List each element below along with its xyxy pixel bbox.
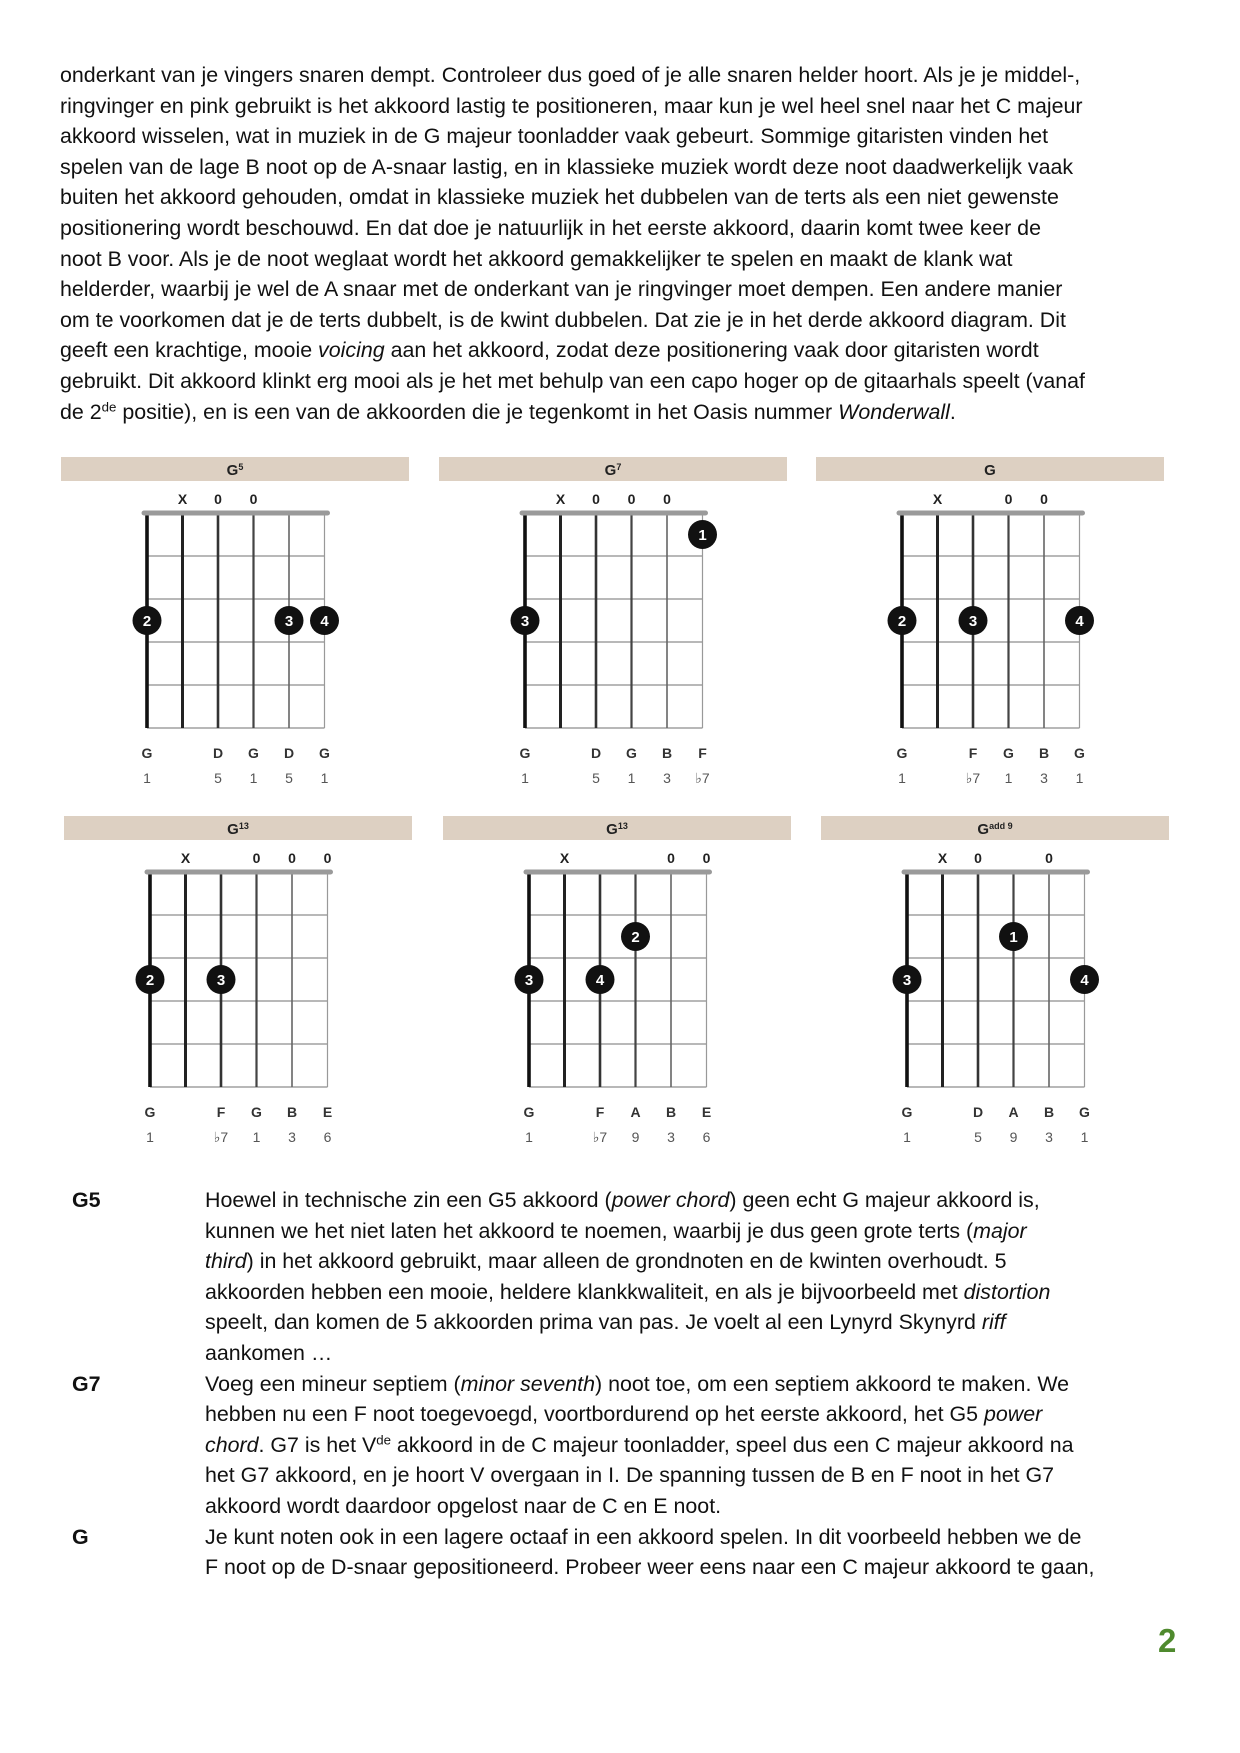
finger-dot	[1065, 606, 1094, 635]
text-line: kunnen we het niet laten het akkoord te noemen, waarbij je dus geen grote terts (major	[205, 1218, 1027, 1243]
note-label: G	[1003, 745, 1014, 761]
text-line: F noot op de D-snaar gepositioneerd. Probeer weer eens naar een C majeur akkoord te gaan,	[205, 1555, 1095, 1580]
svg-text:2: 2	[631, 929, 640, 946]
finger-dot	[1070, 965, 1099, 994]
note-label: E	[701, 1104, 712, 1120]
interval-label: 1	[252, 1129, 261, 1145]
note-label: B	[1043, 1104, 1055, 1120]
svg-text:2: 2	[897, 613, 907, 630]
text-line: speelt, dan komen de 5 akkoorden prima van pas. Je voelt al een Lynyrd Skynyrd riff	[205, 1310, 1006, 1335]
text-line: ringvinger en pink gebruikt is het akkoord lastig te positioneren, maar kun je wel heel snel naar het C majeur	[60, 93, 1083, 118]
chord-name: $G^5$	[226, 462, 244, 479]
text-line: Hoewel in technische zin een G5 akkoord (power chord) geen echt G majeur akkoord is,	[205, 1188, 1040, 1212]
chord-header	[443, 816, 791, 840]
interval-label: 3	[1040, 770, 1048, 786]
definition-body	[205, 1185, 1180, 1369]
interval-label: 6	[323, 1129, 332, 1145]
finger-dot	[310, 606, 339, 635]
note-label: D	[283, 745, 295, 761]
interval-label: ♭7	[695, 770, 710, 786]
note-label: G	[523, 1104, 535, 1120]
open-string-marker: 0	[592, 491, 600, 507]
chord-name: $G^{13}$	[606, 821, 628, 838]
chord-diagram-g	[816, 457, 1164, 797]
text-line: Voeg een mineur septiem (minor seventh) noot toe, om een septiem akkoord te maken. We	[205, 1371, 1070, 1396]
open-string-marker: 0	[1045, 850, 1053, 866]
interval-label: 1	[143, 770, 151, 786]
text-line: akkoord wisselen, wat in muziek in de G majeur toonladder vaak gebeurt. Sommige gitaristen vinden het	[60, 124, 1049, 149]
muted-string-marker: X	[559, 850, 570, 866]
svg-text:3: 3	[284, 613, 294, 630]
finger-dot	[586, 965, 615, 994]
text-line: spelen van de lage B noot op de A-snaar lastig, en in klassieke muziek wordt deze noot daadwerkelijk vaak	[60, 154, 1074, 179]
chord-diagram-g13-a	[64, 816, 412, 1156]
interval-label: 9	[631, 1129, 640, 1145]
interval-label: 3	[1045, 1129, 1053, 1145]
definition-body	[205, 1369, 1180, 1522]
text-line: om te voorkomen dat je de terts dubbelt, is de kwint dubbelen. Dat zie je in het derde akkoord diagram. Dit	[60, 307, 1066, 332]
open-string-marker: 0	[249, 491, 258, 507]
note-label: E	[322, 1104, 333, 1120]
definition-term: G7	[72, 1371, 101, 1396]
text-line: helderder, waarbij je wel de A snaar met de onderkant van je ringvinger moet dempen. Een andere manier	[60, 277, 1063, 302]
open-string-marker: 0	[627, 491, 636, 507]
interval-label: 9	[1009, 1129, 1018, 1145]
definition-term: G5	[72, 1188, 101, 1212]
interval-label: 1	[903, 1129, 911, 1145]
chord-name: $G^{13}$	[227, 821, 249, 838]
chord-header	[64, 816, 412, 840]
interval-label: 3	[667, 1129, 675, 1145]
svg-text:3: 3	[524, 972, 534, 989]
text-line: third) in het akkoord gebruikt, maar alleen de grondnoten en de kwinten overhoudt. 5	[205, 1249, 1007, 1274]
note-label: D	[212, 745, 224, 761]
note-label: F	[698, 745, 707, 761]
open-string-marker: 0	[1040, 491, 1048, 507]
finger-dot	[688, 520, 717, 549]
interval-label: 5	[592, 770, 600, 786]
note-label: D	[590, 745, 602, 761]
note-label: B	[661, 745, 673, 761]
text-line: aankomen …	[205, 1340, 333, 1365]
note-label: G	[519, 745, 531, 761]
svg-text:4: 4	[320, 613, 329, 630]
intro-paragraph	[60, 60, 1180, 427]
finger-dot	[999, 922, 1028, 951]
note-label: A	[630, 1104, 641, 1120]
interval-label: 3	[288, 1129, 296, 1145]
finger-dot	[893, 965, 922, 994]
note-label: G	[901, 1104, 913, 1120]
chord-header	[816, 457, 1164, 481]
chord-name: $G^{add 9}$	[977, 821, 1013, 838]
finger-dot	[275, 606, 304, 635]
note-label: D	[972, 1104, 984, 1120]
text-line: de 2de positie), en is een van de akkoorden die je tegenkomt in het Oasis nummer Wonderwall.	[60, 399, 956, 424]
text-line: positionering wordt beschouwd. En dat doe je natuurlijk in het eerste akkoord, daarin komt twee keer de	[60, 215, 1041, 240]
finger-dot	[888, 606, 917, 635]
finger-dot	[133, 606, 162, 635]
interval-label: 3	[663, 770, 671, 786]
open-string-marker: 0	[974, 850, 982, 866]
definition-body	[205, 1522, 1180, 1583]
open-string-marker: 0	[667, 850, 675, 866]
definition-row	[60, 1522, 1180, 1583]
svg-text:3: 3	[520, 613, 530, 630]
interval-label: ♭7	[965, 770, 981, 786]
interval-label: 6	[702, 1129, 711, 1145]
chord-header	[439, 457, 787, 481]
open-string-marker: 0	[214, 491, 222, 507]
chord-name: G	[984, 462, 996, 479]
text-line: buiten het akkoord gehouden, omdat in klassieke muziek het dubbelen van de terts als een niet gewenste	[60, 185, 1059, 210]
svg-text:4: 4	[1075, 613, 1084, 630]
muted-string-marker: X	[177, 491, 188, 507]
finger-dot	[515, 965, 544, 994]
svg-text:3: 3	[216, 972, 226, 989]
svg-text:1: 1	[1009, 929, 1018, 946]
text-line: chord. G7 is het Vde akkoord in de C majeur toonladder, speel dus een C majeur akkoord na	[205, 1432, 1074, 1457]
text-line: het G7 akkoord, en je hoort V overgaan in I. De spanning tussen de B en F noot in het G7	[205, 1463, 1055, 1488]
finger-dot	[959, 606, 988, 635]
interval-label: ♭7	[592, 1129, 608, 1145]
chord-diagram-g13-b	[443, 816, 791, 1156]
note-label: A	[1008, 1104, 1019, 1120]
note-label: G	[626, 745, 637, 761]
interval-label: 1	[1080, 1129, 1089, 1145]
svg-text:1: 1	[698, 527, 707, 544]
note-label: B	[1038, 745, 1050, 761]
chord-diagram-gadd9	[821, 816, 1169, 1156]
finger-dot	[136, 965, 165, 994]
note-label: F	[968, 745, 978, 761]
open-string-marker: 0	[288, 850, 296, 866]
chord-name: $G^7$	[604, 462, 622, 479]
text-line: akkoorden hebben een mooie, heldere klankkwaliteit, en als je bijvoorbeeld met distortion	[205, 1279, 1051, 1304]
chord-header	[821, 816, 1169, 840]
muted-string-marker: X	[932, 491, 943, 507]
svg-text:4: 4	[1080, 972, 1089, 989]
note-label: F	[216, 1104, 226, 1120]
svg-text:2: 2	[142, 613, 152, 630]
note-label: G	[144, 1104, 156, 1120]
svg-text:4: 4	[595, 972, 605, 989]
text-line: onderkant van je vingers snaren dempt. Controleer dus goed of je alle snaren helder hoort. Als je je middel-,	[60, 63, 1081, 87]
svg-text:3: 3	[968, 613, 978, 630]
interval-label: 1	[521, 770, 529, 786]
note-label: B	[665, 1104, 677, 1120]
chord-diagram-g7	[439, 457, 787, 797]
note-label: G	[251, 1104, 262, 1120]
page-number: 2	[1158, 1622, 1177, 1659]
interval-label: 1	[898, 770, 906, 786]
chord-header	[61, 457, 409, 481]
interval-label: ♭7	[213, 1129, 229, 1145]
text-line: gebruikt. Dit akkoord klinkt erg mooi als je het met behulp van een capo hoger op de gitaarhals speelt (vanaf	[60, 368, 1085, 393]
definition-row	[60, 1185, 1180, 1369]
open-string-marker: 0	[663, 491, 671, 507]
note-label: G	[141, 745, 153, 761]
text-line: Je kunt noten ook in een lagere octaaf in een akkoord spelen. In dit voorbeeld hebben we de	[205, 1524, 1082, 1549]
note-label: G	[319, 745, 330, 761]
note-label: G	[1074, 745, 1085, 761]
interval-label: 5	[974, 1129, 982, 1145]
interval-label: 1	[525, 1129, 533, 1145]
text-line: akkoord wordt daardoor opgelost naar de C en E noot.	[205, 1493, 722, 1518]
note-label: G	[896, 745, 908, 761]
finger-dot	[207, 965, 236, 994]
muted-string-marker: X	[555, 491, 566, 507]
note-label: G	[1079, 1104, 1090, 1120]
text-line: noot B voor. Als je de noot weglaat wordt het akkoord gemakkelijker te spelen en maakt de klank wat	[60, 246, 1013, 271]
open-string-marker: 0	[252, 850, 261, 866]
interval-label: 1	[320, 770, 329, 786]
note-label: G	[248, 745, 259, 761]
text-line: hebben nu een F noot toegevoegd, voortbordurend op het eerste akkoord, het G5 power	[205, 1402, 1043, 1427]
open-string-marker: 0	[1004, 491, 1013, 507]
interval-label: 5	[214, 770, 222, 786]
interval-label: 1	[249, 770, 258, 786]
definition-term: G	[72, 1524, 89, 1549]
interval-label: 1	[146, 1129, 154, 1145]
note-label: B	[286, 1104, 298, 1120]
finger-dot	[621, 922, 650, 951]
muted-string-marker: X	[180, 850, 191, 866]
definition-row	[60, 1369, 1180, 1522]
finger-dot	[511, 606, 540, 635]
chord-definitions	[60, 1185, 1180, 1583]
svg-text:2: 2	[145, 972, 155, 989]
text-line: geeft een krachtige, mooie voicing aan het akkoord, zodat deze positionering vaak door gitaristen wordt	[60, 338, 1039, 363]
open-string-marker: 0	[323, 850, 332, 866]
interval-label: 5	[285, 770, 293, 786]
muted-string-marker: X	[937, 850, 948, 866]
chord-diagram-g5	[61, 457, 409, 797]
interval-label: 1	[1004, 770, 1013, 786]
interval-label: 1	[627, 770, 636, 786]
open-string-marker: 0	[702, 850, 711, 866]
svg-text:3: 3	[902, 972, 912, 989]
note-label: F	[595, 1104, 605, 1120]
interval-label: 1	[1075, 770, 1084, 786]
